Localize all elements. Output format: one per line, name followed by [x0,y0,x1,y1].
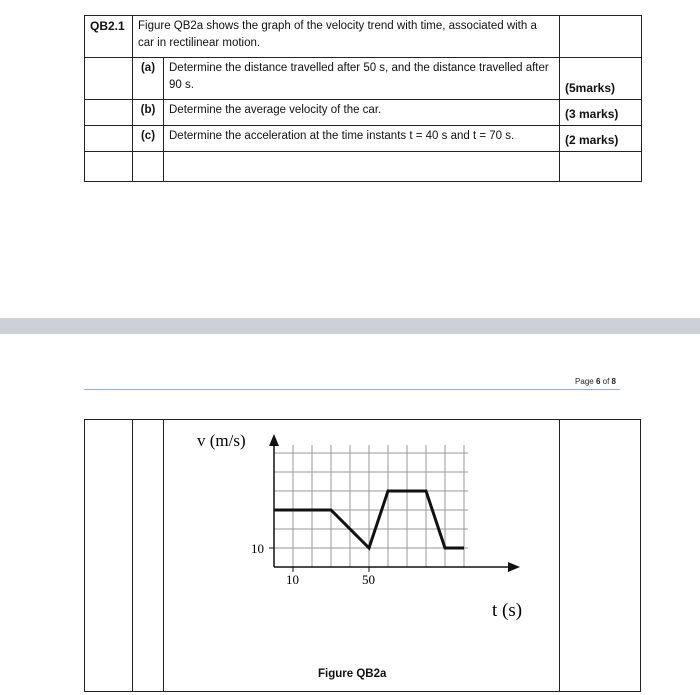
x-axis-arrow-icon [508,562,520,572]
part-label: (b) [133,100,164,126]
part-text: Determine the acceleration at the time instants t = 40 s and t = 70 s. [164,126,560,152]
part-label: (c) [133,126,164,152]
x-axis-label: t (s) [492,600,523,621]
page-total: 8 [611,377,616,386]
y-axis-arrow-icon [269,434,279,446]
page-current: 6 [595,377,601,386]
x-tick-label: 10 [286,572,299,587]
question-prompt: Figure QB2a shows the graph of the velocity trend with time, associated with a car in rectilinear motion. [133,16,560,58]
chart-axes [269,434,520,572]
part-text: Determine the average velocity of the car. [164,100,560,126]
chart-grid [274,445,468,567]
part-marks: (2 marks) [560,126,642,152]
x-tick-label: 50 [362,572,375,587]
figure-caption: Figure QB2a [318,668,387,680]
question-number: QB2.1 [85,16,133,58]
page-of: of [602,377,610,386]
y-tick-label: 10 [251,541,264,556]
part-marks: (3 marks) [560,100,642,126]
part-label: (a) [133,58,164,100]
page-prefix: Page [575,377,594,386]
part-marks: (5marks) [560,58,642,100]
part-text: Determine the distance travelled after 50 s, and the distance travelled after 90 s. [164,58,560,100]
y-axis-label: v (m/s) [197,431,246,450]
